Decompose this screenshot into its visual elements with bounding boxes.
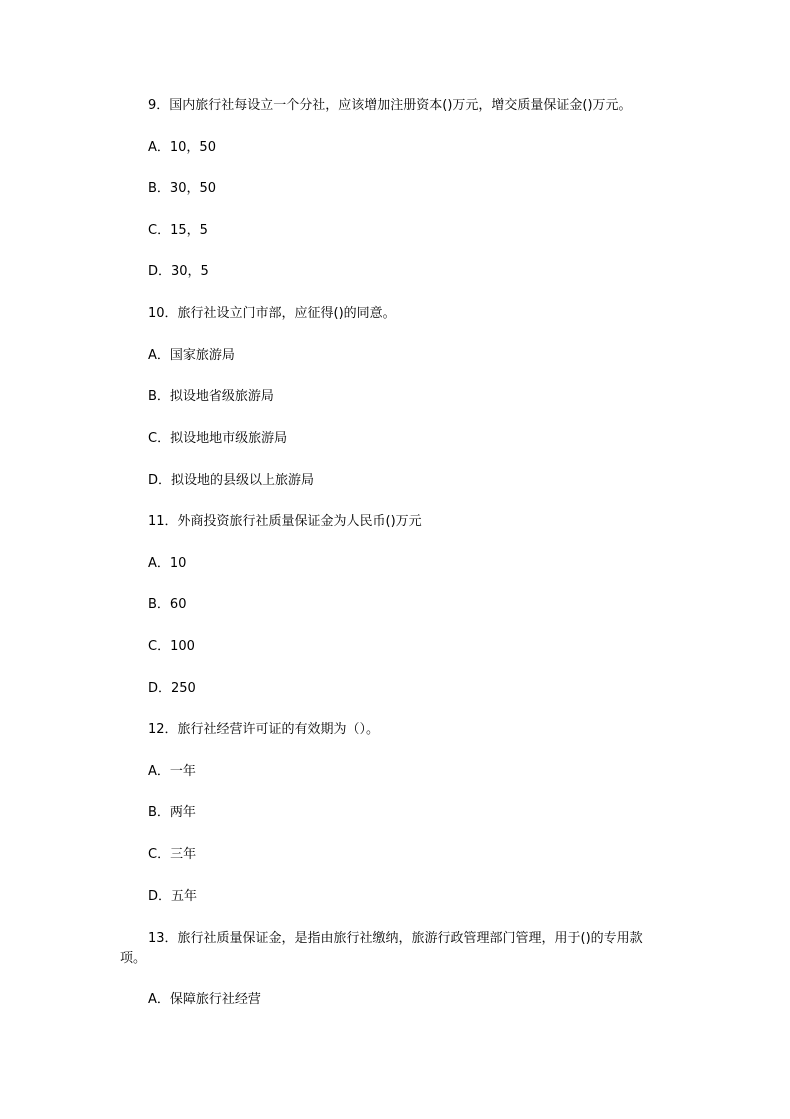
question-11-stem: 11．外商投资旅行社质量保证金为人民币()万元: [148, 514, 422, 529]
question-10-option-d: D．拟设地的县级以上旅游局: [148, 473, 315, 488]
question-10-stem: 10．旅行社设立门市部，应征得()的同意。: [148, 306, 396, 321]
question-12-option-c: C．三年: [148, 847, 197, 862]
question-12-option-a: A．一年: [148, 764, 196, 779]
question-13-stem: 13．旅行社质量保证金，是指由旅行社缴纳，旅游行政管理部门管理，用于()的专用款项。: [120, 931, 643, 966]
question-10-option-a: A．国家旅游局: [148, 348, 235, 363]
question-11-option-c: C．100: [148, 639, 195, 654]
question-9-option-a: A．10，50: [148, 140, 216, 155]
question-11-option-a: A．10: [148, 556, 187, 571]
question-10-option-c: C．拟设地地市级旅游局: [148, 431, 288, 446]
question-9-option-d: D．30，5: [148, 264, 209, 279]
question-11-option-b: B．60: [148, 597, 187, 612]
question-9-option-c: C．15，5: [148, 223, 208, 238]
question-12-stem: 12．旅行社经营许可证的有效期为（）。: [148, 722, 380, 737]
question-13-option-a: A．保障旅行社经营: [148, 992, 261, 1007]
question-9-stem: 9．国内旅行社每设立一个分社，应该增加注册资本()万元，增交质量保证金()万元。: [148, 98, 632, 113]
question-9-option-b: B．30，50: [148, 181, 217, 196]
question-11-option-d: D．250: [148, 681, 196, 696]
question-10-option-b: B．拟设地省级旅游局: [148, 389, 274, 404]
question-12-option-b: B．两年: [148, 805, 196, 820]
question-12-option-d: D．五年: [148, 889, 198, 904]
